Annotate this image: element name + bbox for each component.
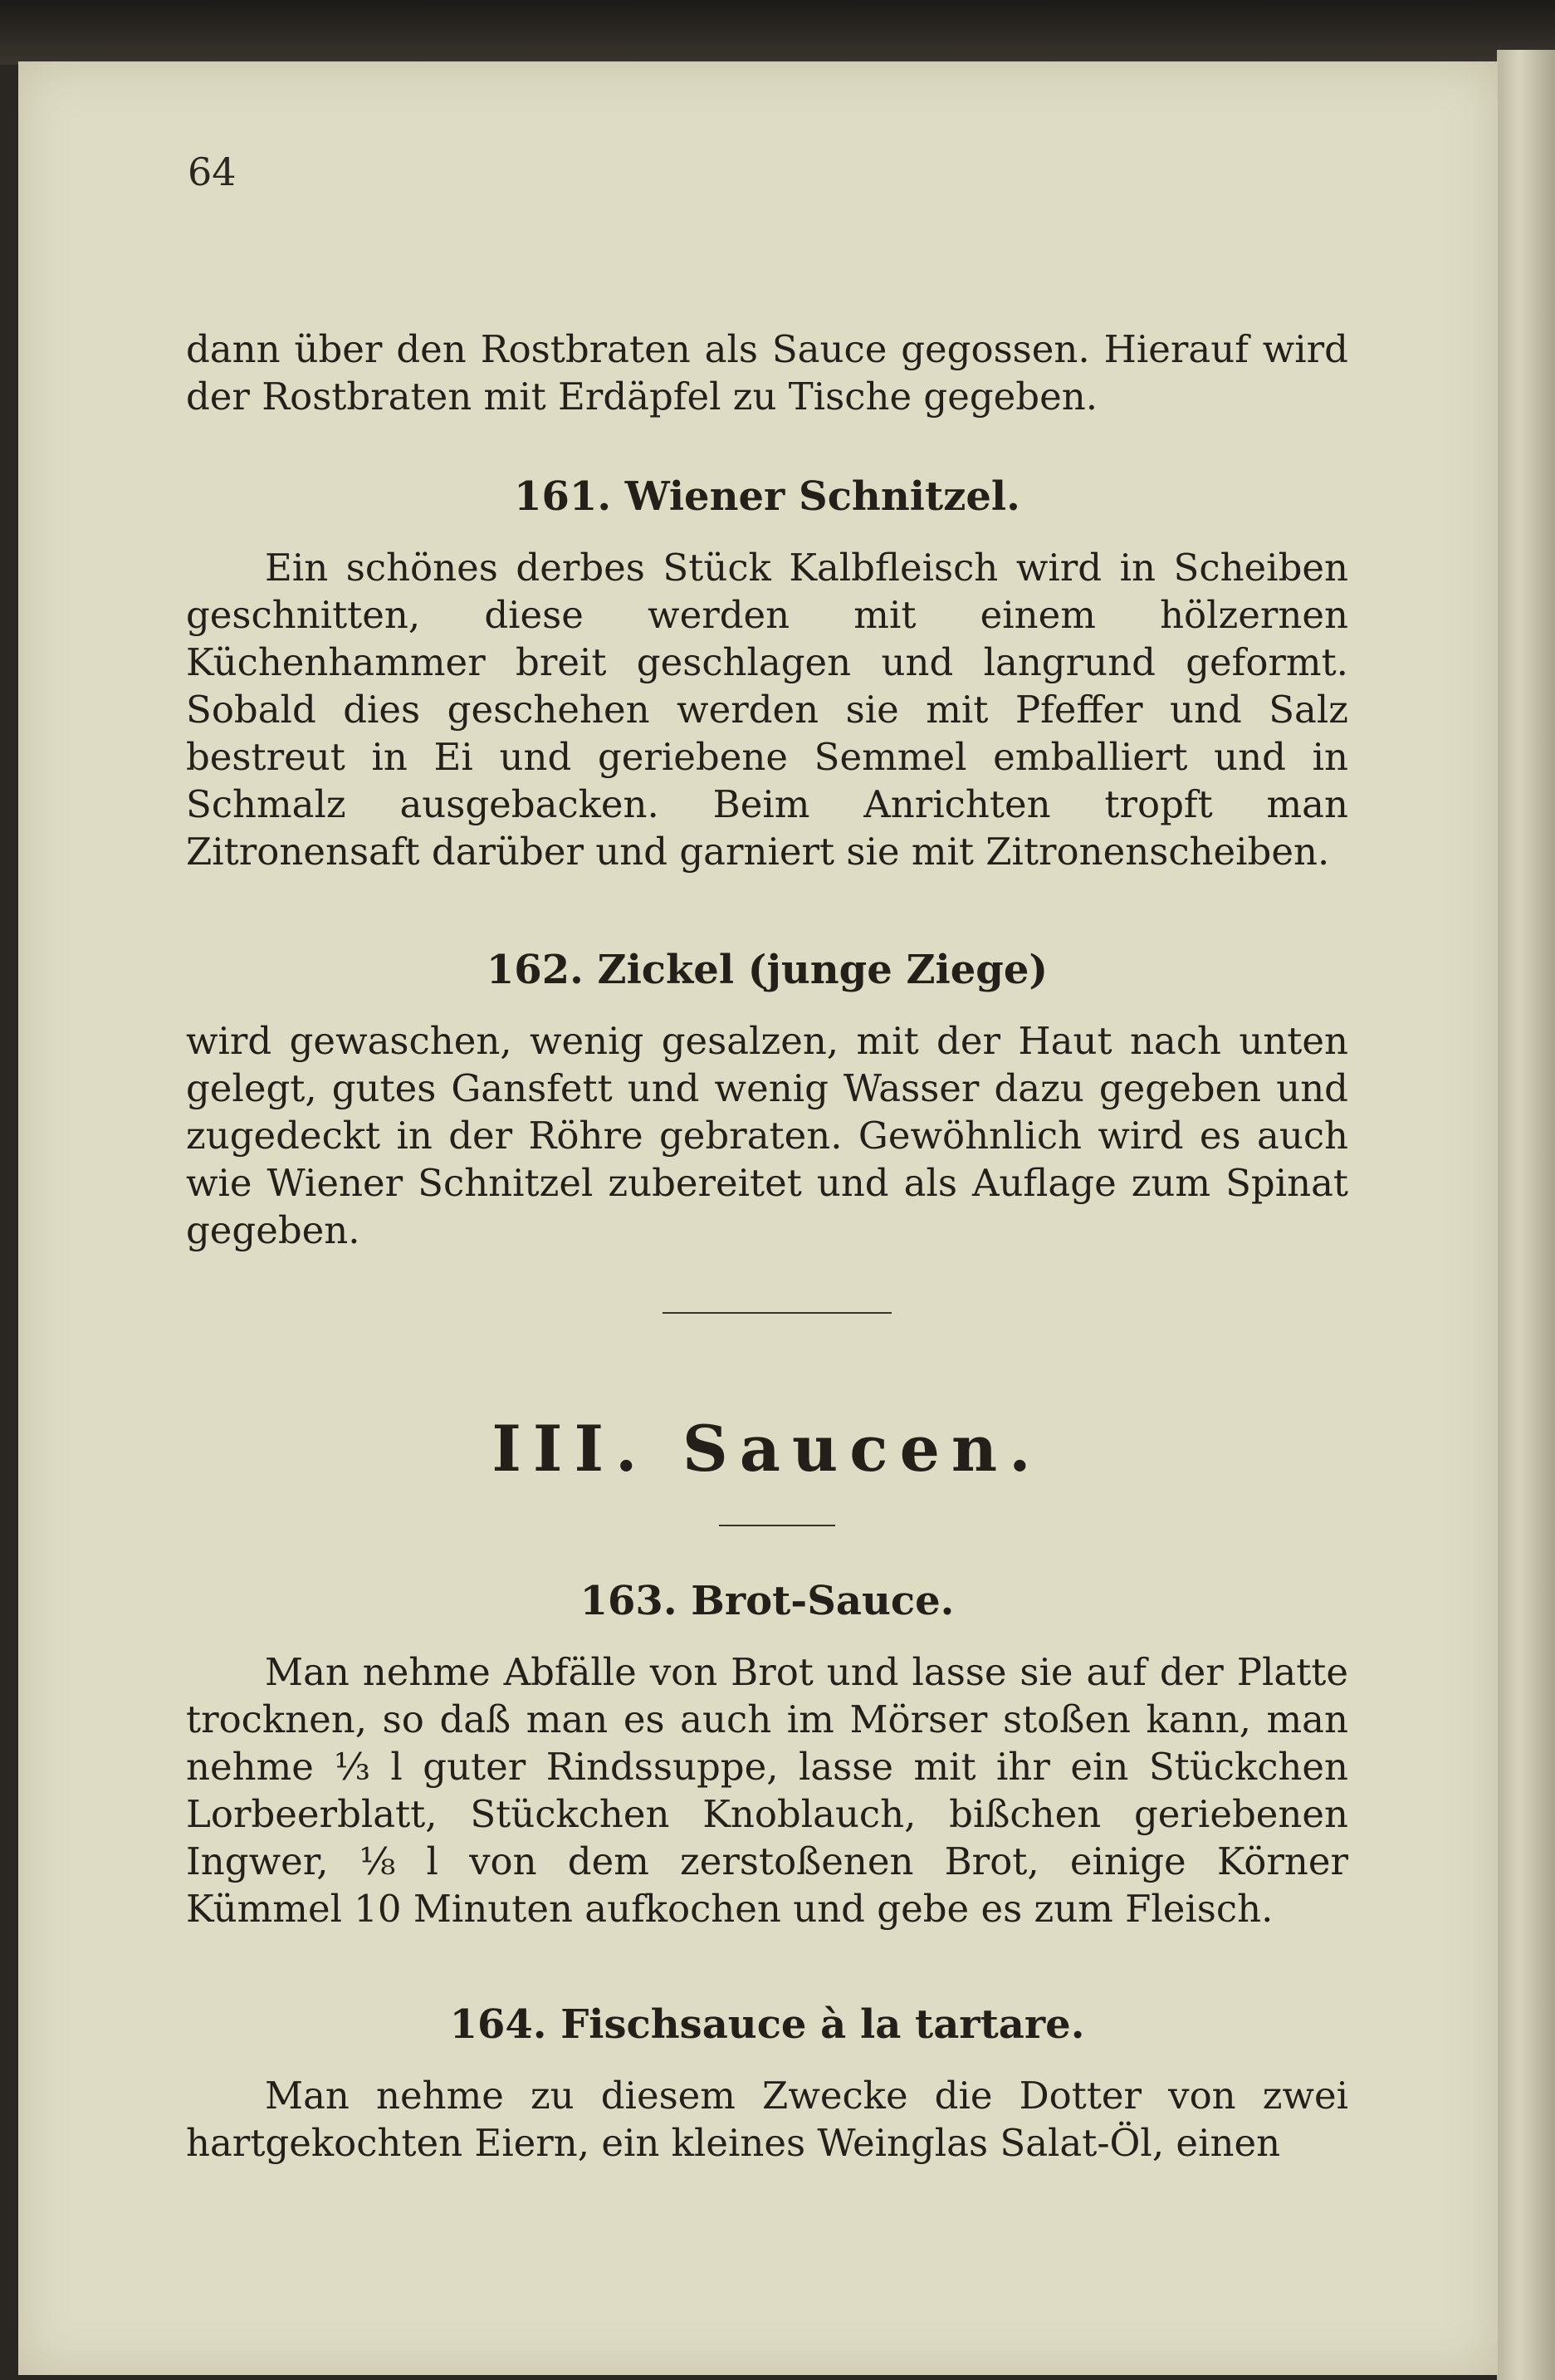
recipe-number: 162.	[486, 947, 584, 993]
recipe-164-text: Man nehme zu diesem Zwecke die Dotter von zwei hartgekochten Eiern, ein kleines Weinglas Salat-Öl, einen	[186, 2074, 1348, 2165]
page-number: 64	[188, 149, 237, 194]
recipe-161-text: Ein schönes derbes Stück Kalbfleisch wird in Scheiben geschnitten, diese werden mit einem hölzernen Küchenhammer breit geschlagen und langrund geformt. Sobald dies geschehen werden sie mit Pfeffer und Salz bestreut in Ei und geriebene Semmel emballiert und in Schmalz ausgebacken. Beim Anrichten tropft man Zitronensaft darüber und garniert sie mit Zitronenscheiben.	[186, 546, 1348, 874]
recipe-title: Fischsauce à la tartare.	[560, 2001, 1085, 2048]
continuation-paragraph: dann über den Rostbraten als Sauce gegossen. Hierauf wird der Rostbraten mit Erdäpfel zu Tische gegeben.	[186, 327, 1348, 419]
book-page-edge	[1497, 50, 1555, 2380]
recipe-163-text: Man nehme Abfälle von Brot und lasse sie auf der Platte trocknen, so daß man es auch im Mörser stoßen kann, man nehme ⅓ l guter Rindssuppe, lasse mit ihr ein Stückchen Lorbeerblatt, Stückchen Knoblauch, bißchen geriebenen Ingwer, ⅛ l von dem zerstoßenen Brot, einige Körner Kümmel 10 Minuten aufkochen und gebe es zum Fleisch.	[186, 1650, 1348, 1931]
recipe-163	[186, 1578, 1348, 1932]
recipe-number: 161.	[514, 473, 612, 520]
recipe-161-heading	[186, 473, 1348, 521]
recipe-subtitle: (junge Ziege)	[747, 947, 1049, 993]
continuation-text-block	[186, 326, 1348, 420]
section-divider-top	[663, 1312, 892, 1314]
recipe-164	[186, 2001, 1348, 2167]
recipe-162	[186, 947, 1348, 1254]
recipe-162-heading	[186, 947, 1348, 994]
recipe-number: 163.	[579, 1578, 677, 1624]
recipe-title: Brot-Sauce.	[691, 1578, 955, 1624]
section-divider-bottom	[719, 1525, 835, 1526]
recipe-title: Zickel	[597, 947, 735, 993]
recipe-title: Wiener Schnitzel.	[624, 473, 1020, 520]
recipe-163-heading	[186, 1578, 1348, 1625]
recipe-162-text: wird gewaschen, wenig gesalzen, mit der Haut nach unten gelegt, gutes Gansfett und wenig Wasser dazu gegeben und zugedeckt in der Röhre gebraten. Gewöhnlich wird es auch wie Wiener Schnitzel zubereitet und als Auflage zum Spinat gegeben.	[186, 1019, 1348, 1252]
recipe-number: 164.	[449, 2001, 547, 2048]
recipe-161	[186, 473, 1348, 875]
section-heading: III. Saucen.	[491, 1412, 1043, 1486]
scan-background	[0, 0, 1555, 65]
recipe-164-heading	[186, 2001, 1348, 2049]
